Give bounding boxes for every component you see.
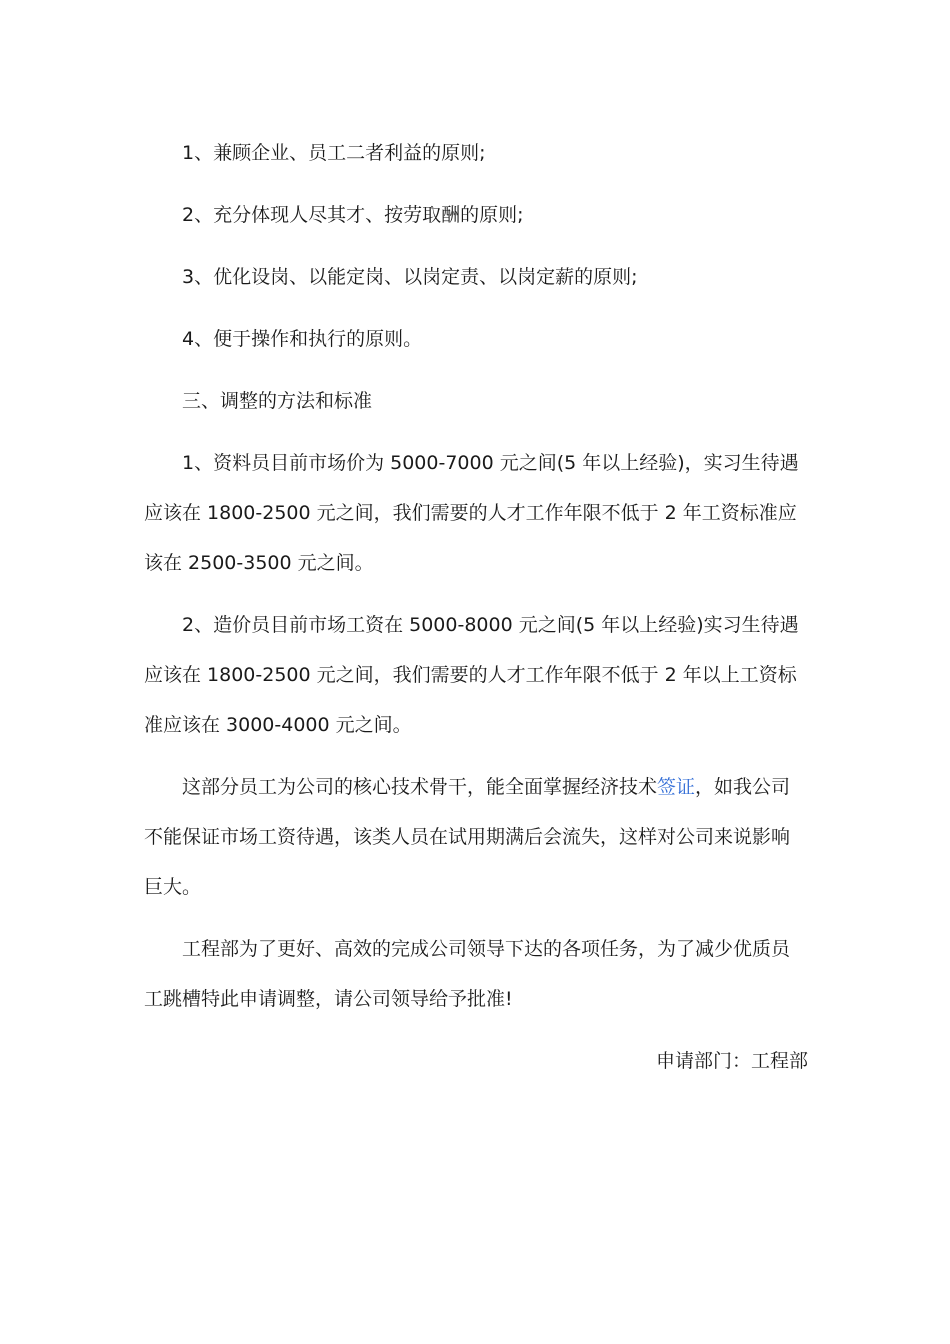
principle-4: 4、便于操作和执行的原则。 [182, 328, 423, 350]
standard-2: 2、造价员目前市场工资在 5000-8000 元之间(5 年以上经验)实习生待遇应该在 1800-2500 元之间，我们需要的人才工作年限不低于 2 年以上工资标准应该在 3000-4000 元之间。 [144, 614, 799, 736]
section-title: 三、调整的方法和标准 [182, 390, 373, 412]
principle-2: 2、充分体现人尽其才、按劳取酬的原则; [182, 204, 524, 226]
principle-3: 3、优化设岗、以能定岗、以岗定责、以岗定薪的原则; [182, 266, 638, 288]
signature: 申请部门：工程部 [655, 1050, 808, 1072]
core-text-after: ，如我公司不能保证市场工资待遇，该类人员在试用期满后会流失，这样对公司来说影响巨大。 [144, 776, 791, 898]
core-text-before: 这部分员工为公司的核心技术骨干，能全面掌握经济技术 [182, 776, 658, 798]
document-body [144, 128, 808, 1098]
request-paragraph: 工程部为了更好、高效的完成公司领导下达的各项任务，为了减少优质员工跳槽特此申请调整，请公司领导给予批准! [144, 938, 791, 1010]
standard-1: 1、资料员目前市场价为 5000-7000 元之间(5 年以上经验)，实习生待遇应该在 1800-2500 元之间，我们需要的人才工作年限不低于 2 年工资标准应该在 2500-3500 元之间。 [144, 452, 799, 574]
core-staff-paragraph [144, 762, 808, 912]
principle-1: 1、兼顾企业、员工二者利益的原则; [182, 142, 486, 164]
visa-link[interactable]: 签证 [657, 776, 696, 798]
